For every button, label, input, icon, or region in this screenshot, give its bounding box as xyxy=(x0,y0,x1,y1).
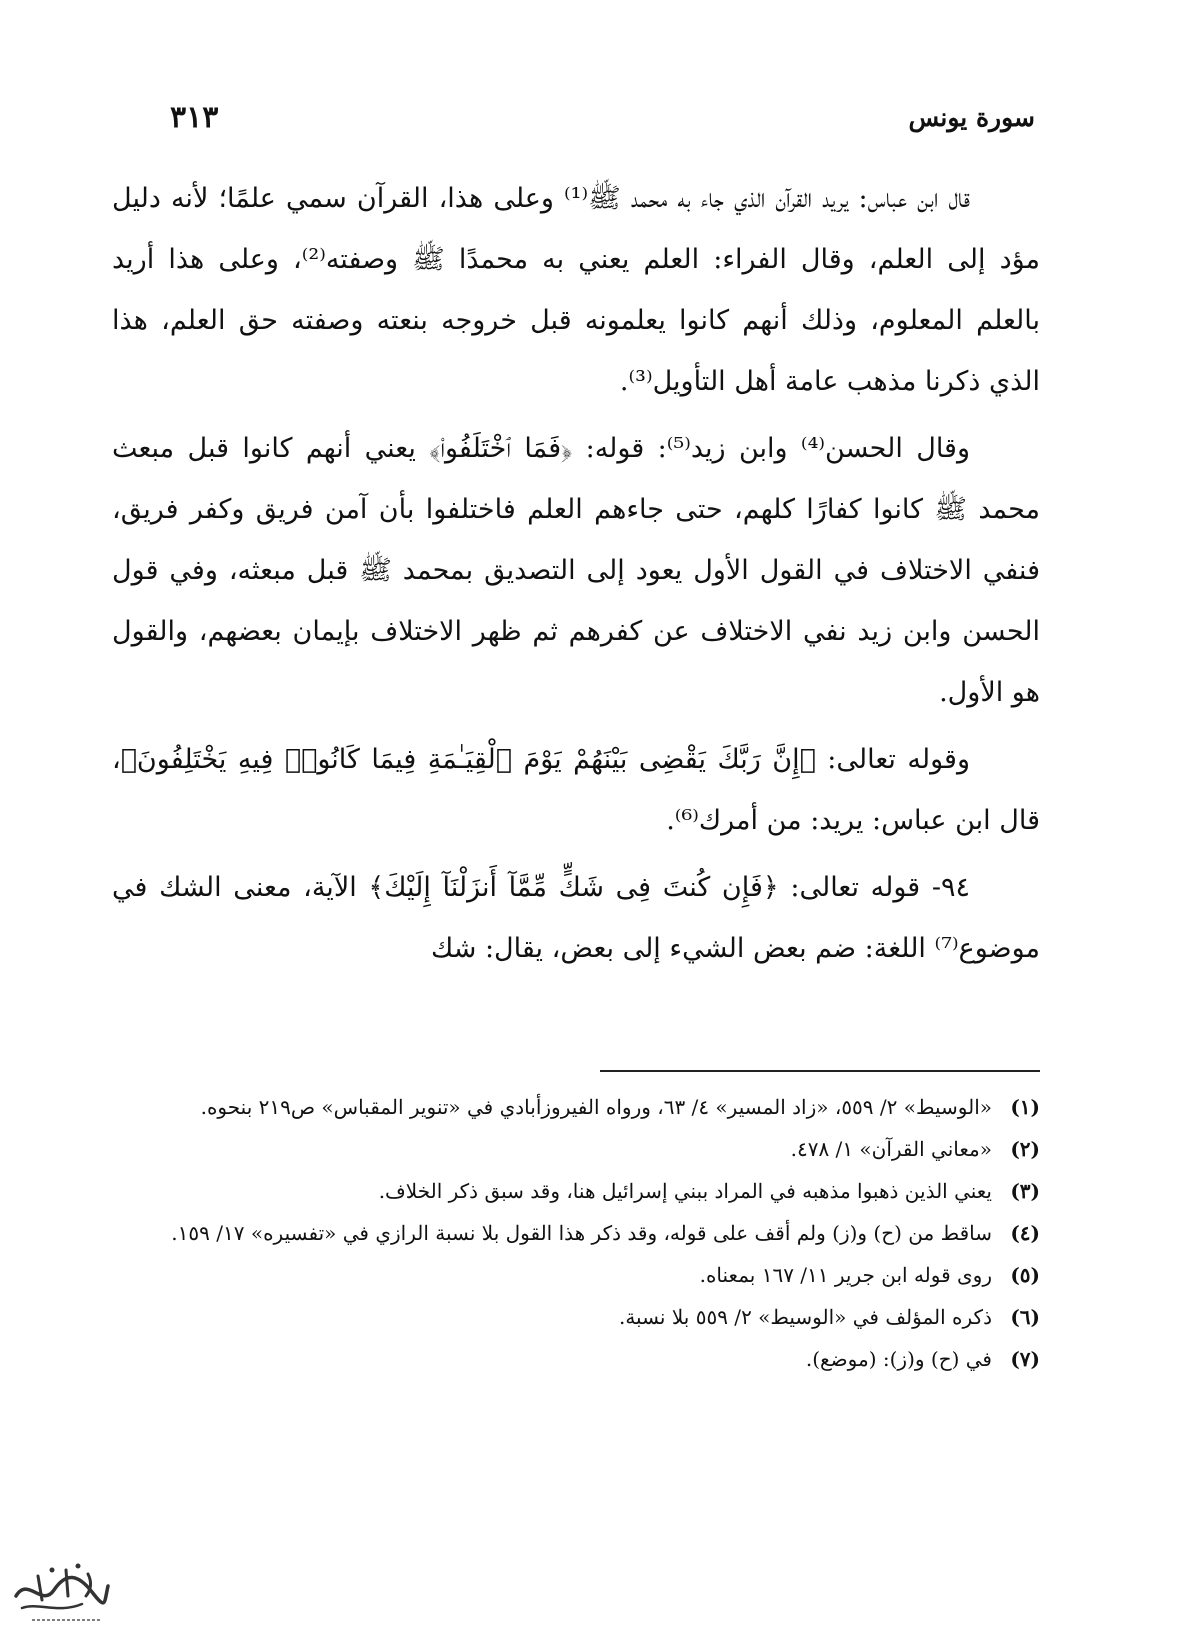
footnote-4 xyxy=(112,1212,1040,1254)
surah-title: سورة يونس xyxy=(908,102,1035,132)
footnote-text: ساقط من (ح) و(ز) ولم أقف على قوله، وقد ذكر هذا القول بلا نسبة الرازي في «تفسيره» ١٧/ ١٥٩. xyxy=(171,1221,992,1245)
footnote-number: (١) xyxy=(1010,1095,1040,1119)
footnote-text: ذكره المؤلف في «الوسيط» ٢/ ٥٥٩ بلا نسبة. xyxy=(618,1305,992,1329)
footnote-text: روى قوله ابن جرير ١١/ ١٦٧ بمعناه. xyxy=(699,1263,992,1287)
footnote-text: «معاني القرآن» ١/ ٤٧٨. xyxy=(790,1137,992,1161)
paragraph-3: وقوله تعالى: ﴿إِنَّ رَبَّكَ يَقْضِى بَيْنَهُمْ يَوْمَ ٱلْقِيَـٰمَةِ فِيمَا كَانُوا۟ فِيهِ يَخْتَلِفُونَ﴾، قال ابن عباس: يريد: من أمرك⁽⁶⁾. xyxy=(112,744,1040,836)
footnote-number: (٣) xyxy=(1010,1179,1040,1203)
footnote-text: في (ح) و(ز): (موضع). xyxy=(805,1347,992,1371)
footnotes xyxy=(112,1086,1040,1380)
footnote-number: (٤) xyxy=(1010,1221,1040,1245)
footnote-1 xyxy=(112,1086,1040,1128)
footnote-text: «الوسيط» ٢/ ٥٥٩، «زاد المسير» ٤/ ٦٣، ورواه الفيروزأبادي في «تنوير المقباس» ص٢١٩ بنحوه. xyxy=(200,1095,992,1119)
footnote-number: (٢) xyxy=(1010,1137,1040,1161)
footnote-number: (٥) xyxy=(1010,1263,1040,1287)
paragraph-1: قال ابن عباس: يريد القرآن الذي جاء به محمد ﷺ⁽¹⁾ وعلى هذا، القرآن سمي علمًا؛ لأنه دليل مؤد إلى العلم، وقال الفراء: العلم يعني به محمدًا ﷺ وصفته⁽²⁾، وعلى هذا أريد بالعلم المعلوم، وذلك أنهم كانوا يعلمونه قبل خروجه بنعته وصفته حق العلم، هذا الذي ذكرنا مذهب عامة أهل التأويل⁽³⁾. xyxy=(112,183,1041,397)
footnote-7 xyxy=(112,1338,1040,1380)
main-text xyxy=(112,168,1040,985)
publisher-logo-watermark xyxy=(8,1556,112,1628)
running-header xyxy=(170,92,1035,142)
footnote-6 xyxy=(112,1296,1040,1338)
paragraph-2: وقال الحسن⁽⁴⁾ وابن زيد⁽⁵⁾: قوله: ﴿فَمَا ٱخْتَلَفُوا۟﴾ يعني أنهم كانوا قبل مبعث محمد ﷺ كانوا كفارًا كلهم، حتى جاءهم العلم فاختلفوا بأن آمن فريق وكفر فريق، فنفي الاختلاف في القول الأول يعود إلى التصديق بمحمد ﷺ قبل مبعثه، وفي قول الحسن وابن زيد نفي الاختلاف عن كفرهم ثم ظهر الاختلاف بإيمان بعضهم، والقول هو الأول. xyxy=(112,433,1040,708)
footnote-number: (٧) xyxy=(1010,1347,1040,1371)
footnote-3 xyxy=(112,1170,1040,1212)
footnote-2 xyxy=(112,1128,1040,1170)
page-number: ٣١٣ xyxy=(170,99,219,135)
footnote-number: (٦) xyxy=(1010,1305,1040,1329)
footnote-text: يعني الذين ذهبوا مذهبه في المراد ببني إسرائيل هنا، وقد سبق ذكر الخلاف. xyxy=(378,1179,992,1203)
footnote-divider xyxy=(600,1070,1040,1072)
footnote-5 xyxy=(112,1254,1040,1296)
paragraph-4: ٩٤- قوله تعالى: ﴿فَإِن كُنتَ فِى شَكٍّ مِّمَّآ أَنزَلْنَآ إِلَيْكَ﴾ الآية، معنى الشك في موضوع⁽⁷⁾ اللغة: ضم بعض الشيء إلى بعض، يقال: شك xyxy=(112,872,1040,964)
